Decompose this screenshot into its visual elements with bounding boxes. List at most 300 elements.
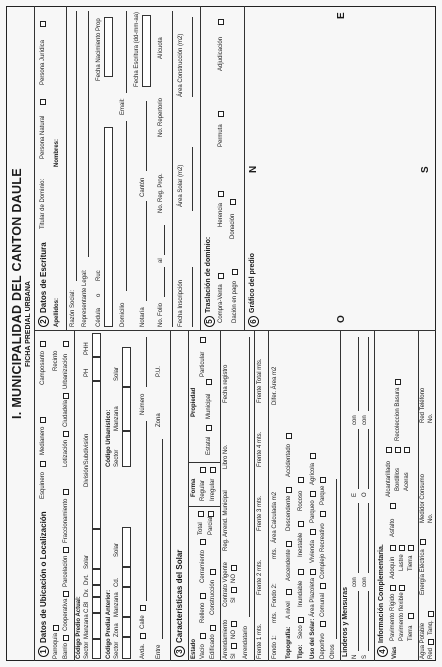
lindero-o-label: O [362, 492, 368, 497]
herencia-label: Herencia [218, 202, 224, 227]
chk-camposanto[interactable] [40, 341, 46, 347]
lindero-n-label: N [352, 654, 358, 659]
reg-arrend-label: Reg. Arrend. Municipal [223, 490, 229, 551]
compass-east: E [336, 12, 347, 19]
svc-energia-label: Energía Eléctrica [420, 549, 426, 595]
urb-col-sector: Sector [114, 449, 120, 467]
chk-avda[interactable] [140, 633, 146, 639]
lindero-s-label: S [362, 654, 368, 659]
fecha-escritura-label: Fecha Escritura (dd-mm-aa) [134, 11, 140, 87]
ant-col-sector: Sector [114, 641, 120, 659]
entre-line [162, 439, 163, 639]
estado-construccion-label: Construcción [210, 579, 216, 615]
urb-col-solar: Solar [114, 366, 120, 381]
chk-parqueo[interactable] [310, 491, 316, 497]
via-lastre-label: Lastre [399, 554, 405, 571]
lindero-s-con-line [368, 503, 369, 573]
chk-esquinero-label: Esquinero [40, 471, 46, 499]
cedula-o: o [96, 293, 102, 297]
cod-dvt-field[interactable] [92, 569, 101, 585]
chk-area-plazoleta[interactable] [310, 569, 316, 575]
canton-label: Cantón [140, 177, 146, 197]
compra-venta-label: Compra-Venta [218, 284, 224, 323]
chk-parque[interactable] [320, 477, 326, 483]
urb-manzana-field[interactable] [122, 387, 131, 431]
uso-complejo-label: Complejo Recreativo [320, 523, 326, 579]
cod-manzana-field[interactable] [92, 613, 101, 639]
fondo1-label: Fondo 1: [272, 635, 278, 659]
chk-parroquia[interactable] [53, 625, 59, 631]
lindero-e-line [358, 429, 359, 489]
lindero-e-con: con [352, 415, 358, 425]
chk-descendente[interactable] [286, 487, 292, 493]
compass-south: S [420, 166, 431, 173]
urb-sector-field[interactable] [122, 431, 131, 467]
cod-division-field[interactable] [92, 381, 101, 529]
arrend-si-label: SI [231, 653, 237, 659]
chk-relleno[interactable] [200, 593, 206, 599]
chk-ciudadela-label: Ciudadela [63, 399, 69, 427]
chk-contrato-si[interactable] [231, 587, 237, 593]
chk-vacio[interactable] [200, 633, 206, 639]
chk-adjudicacion[interactable] [218, 19, 224, 25]
chk-pav-flexible[interactable] [399, 585, 405, 591]
via-adoquin-label: Adoquín [390, 556, 396, 579]
divider [374, 331, 375, 661]
ant-col-cd: Cd. [114, 577, 120, 587]
section-1-title: Datos de Ubicación o Localización [39, 511, 48, 643]
forma-regular-label: Regular [200, 479, 206, 501]
chk-agua-tanq[interactable] [428, 611, 434, 617]
via-pav-flexible-label: Pavimento flexible [399, 592, 405, 641]
razon-social-label: Razón Social: [70, 289, 76, 327]
nombres-label: Nombres: [54, 138, 60, 167]
pu-label: P.U. [156, 366, 162, 377]
section-2-title: Datos de Escritura [39, 242, 48, 313]
topo-descendente-label: Descendente [286, 495, 292, 531]
lindero-o-con: con [362, 415, 368, 425]
chk-complejo[interactable] [320, 511, 326, 517]
area-solar-label: Área Solar (m2) [178, 164, 184, 207]
apellidos-label: Apellidos: [54, 297, 60, 327]
contrato-si-label: SI [231, 597, 237, 603]
uso-vivienda-label: Vivienda [310, 540, 316, 563]
fondo1-mts: mts. [272, 611, 278, 623]
propiedad-label: Propiedad [191, 387, 197, 417]
permuta-label: Permuta [218, 124, 224, 147]
fecha-nac-label: Fecha Nacimiento Prop [96, 18, 102, 81]
avda-label: Avda. [140, 643, 146, 659]
lindero-e-label: E [352, 492, 358, 497]
chk-persona-juridica[interactable] [40, 21, 46, 27]
contrato-no-label: NO [231, 574, 237, 583]
divider [418, 331, 419, 661]
via-recoleccion-label: Recoleccion Basura [395, 387, 401, 441]
tipo-inestable-label: Inestable [298, 532, 304, 557]
compass-north: N [248, 165, 259, 173]
cod-col-dvt: Dvt. [84, 574, 90, 585]
cod-dv-field[interactable] [92, 585, 101, 597]
via-tierra-label: Tierra [408, 625, 414, 641]
uso-parqueo-label: Parqueo [310, 500, 316, 523]
linderos-title: Linderos y Mensuras [342, 586, 349, 657]
cedula-label: Cédula [96, 307, 102, 327]
area-construccion-label: Área Construcción (m2) [178, 33, 184, 97]
numero-label: Número [140, 393, 146, 415]
lindero-e-con-line [358, 337, 359, 411]
donacion-label: Donación [230, 213, 236, 239]
ant-col-manzana: Manzana [114, 592, 120, 617]
chk-rocoso[interactable] [298, 477, 304, 483]
chk-herencia[interactable] [218, 191, 224, 197]
cod-col-dv: Dv. [84, 588, 90, 597]
domicilio-line [126, 121, 127, 291]
tipo-inundable-label: Inundable [298, 580, 304, 607]
divider [188, 462, 220, 463]
contrato-label: Contrato Vigente [223, 562, 229, 607]
compass-west: O [336, 315, 347, 323]
cod-col-sector: Sector [84, 641, 90, 659]
divider [268, 331, 269, 661]
topo-ascendente-label: Ascendente [286, 549, 292, 581]
ant-zona-field[interactable] [122, 617, 131, 637]
section-1-number: 1 [38, 646, 49, 657]
frente3-label: Frente 3 mts. [257, 495, 263, 531]
forma-irregular-label: Irregular [210, 478, 216, 501]
lindero-s-line [368, 591, 369, 651]
ruc-label: Ruc [96, 270, 102, 281]
cod-col-ph: PH [84, 368, 90, 377]
codigo-anterior-label: Código Predial Anterior: [106, 589, 112, 659]
chk-dacion-pago[interactable] [232, 269, 238, 275]
chk-donacion[interactable] [230, 199, 236, 205]
topo-accidentado-label: Accidentado [286, 443, 292, 477]
svc-medidor-no: No. [428, 513, 434, 523]
chk-vivienda[interactable] [310, 529, 316, 535]
chk-medianero[interactable] [40, 417, 46, 423]
chk-arrend-no[interactable] [231, 621, 237, 627]
alicuota-label: Alícuota [158, 37, 164, 59]
fecha-inscripcion-line [192, 267, 193, 327]
chk-energia[interactable] [420, 539, 426, 545]
titular-label: Titular de Dominio: [40, 178, 46, 229]
topografia-label: Topografía: [286, 626, 292, 659]
cod-ph-field[interactable] [92, 357, 101, 381]
estado-edificado-label: Edificado [210, 634, 216, 659]
estado-vacio-label: Vacío [200, 644, 206, 659]
frente-total-label: Frente Total mts. [257, 358, 263, 403]
recinto-label: Recinto [53, 350, 59, 371]
section-6-title: Gráfico del predio [249, 253, 256, 313]
chk-alcantarillado[interactable] [386, 447, 392, 453]
chk-inundable[interactable] [298, 569, 304, 575]
dif-area-label: Difer. Área m2 [272, 366, 278, 405]
email-label: Email: [120, 98, 126, 115]
topo-anivel-label: A nivel [286, 601, 292, 619]
urb-solar-field[interactable] [122, 347, 131, 387]
fecha-registro-label: Fecha registro [223, 364, 229, 403]
divider [74, 331, 75, 661]
chk-parroquia-label: Parroquia [53, 632, 59, 659]
uso-otros-label: Otros [330, 644, 336, 659]
estado-parcial-label: Parcial [208, 516, 214, 535]
razon-social-line [76, 11, 77, 281]
via-pav-rigido-label: Pavimento Rígido [390, 593, 396, 641]
uso-deportivo-label: Deportivo [320, 633, 326, 659]
grafico-predio-area[interactable] [262, 17, 418, 307]
cod-cbl-field[interactable] [92, 597, 101, 613]
chk-lastre[interactable] [399, 545, 405, 551]
ant-sector-field[interactable] [122, 637, 131, 659]
canton-line [146, 101, 147, 171]
chk-camposanto-label: Camposanto [40, 350, 46, 385]
chk-lotizacion[interactable] [63, 431, 69, 437]
svc-tanq-label: Tanq. [428, 620, 434, 635]
libro-label: Libro No. [223, 444, 229, 469]
chk-parcial[interactable] [208, 511, 214, 517]
via-alcantarillado-label: Alcantarillado [386, 460, 392, 497]
cod-col-solar: Solar [84, 554, 90, 569]
form-subtitle: FICHA PREDIAL URBANA [25, 281, 32, 367]
dacion-pago-label: Dación en pago [232, 280, 238, 323]
frente2-label: Frente 2 mts. [257, 559, 263, 595]
ant-manzana-field[interactable] [122, 587, 131, 617]
divider [188, 331, 189, 661]
cod-phh-field[interactable] [92, 333, 101, 357]
section-4-number: 4 [377, 646, 388, 657]
email-line [126, 11, 127, 93]
frente4-label: Frente 4 mts. [257, 431, 263, 467]
cod-solar-field[interactable] [92, 529, 101, 569]
fecha-escritura-field[interactable] [142, 15, 151, 87]
domicilio-label: Domicilio [120, 302, 126, 327]
chk-seco[interactable] [298, 617, 304, 623]
forma-label: Forma [191, 478, 197, 497]
area-solar-line [192, 147, 193, 211]
chk-bordillos[interactable] [395, 447, 401, 453]
chk-persona-natural[interactable] [40, 99, 46, 105]
divider [220, 331, 221, 661]
section-3-number: 3 [174, 646, 185, 657]
notaria-label: Notaría [140, 307, 146, 327]
chk-medianero-label: Medianero [40, 426, 46, 455]
area-construccion-line [192, 17, 193, 97]
numero-line [146, 337, 147, 387]
tipo-rocoso-label: Rocoso [298, 490, 304, 511]
entre-label: Entre [156, 644, 162, 659]
codigo-predio-actual-label: Código Predio Actual: [76, 596, 82, 659]
chk-agricola[interactable] [310, 453, 316, 459]
folio-line [164, 267, 165, 297]
chk-regular[interactable] [200, 467, 206, 473]
prop-estatal-label: Estatal [206, 436, 212, 455]
ant-solar-field[interactable] [122, 527, 131, 567]
info-complementaria-title: Información Complementaria. [378, 544, 385, 643]
form-title: I. MUNICIPALIDAD DEL CANTON DAULE [10, 168, 24, 419]
chk-aceras[interactable] [404, 447, 410, 453]
chk-parcelacion[interactable] [63, 547, 69, 553]
chk-via-tierra[interactable] [408, 613, 414, 619]
prop-particular-label: Particular [200, 351, 206, 377]
chk-pav-rigido[interactable] [390, 585, 396, 591]
tipo-label: Tipo: [298, 644, 304, 659]
chk-barrio[interactable] [63, 635, 69, 641]
chk-cooperativa-label: Cooperativa [63, 598, 69, 631]
chk-recoleccion[interactable] [395, 379, 401, 385]
chk-comunal[interactable] [320, 583, 326, 589]
persona-natural-label: Persona Natural [40, 115, 46, 159]
chk-cerramiento[interactable] [200, 539, 206, 545]
zona-label: Zona [156, 413, 162, 427]
arrendamiento-label: Arrendamiento [223, 619, 229, 659]
cod-sector-field[interactable] [92, 639, 101, 659]
lindero-n-con: con [352, 577, 358, 587]
folio-al: al [158, 258, 164, 263]
chk-estatal[interactable] [206, 425, 212, 431]
representante-label: Representante Legal: [82, 269, 88, 327]
fondo2-label: Fondo 2: [272, 583, 278, 607]
adjudicacion-label: Adjudicación [218, 36, 224, 71]
persona-juridica-label: Persona Jurídica [40, 39, 46, 85]
estado-total-label: Total [198, 522, 204, 535]
svc-medidor-label: Medidor Consumo [420, 473, 426, 523]
svc-telefono-label: Red Teléfono [420, 387, 426, 423]
codigo-urbanistico-label: Código Urbanístico: [106, 409, 112, 467]
chk-lotizacion-label: Lotización [63, 439, 69, 467]
chk-adoquin[interactable] [390, 545, 396, 551]
title-divider [34, 6, 35, 661]
chk-permuta[interactable] [218, 111, 224, 117]
lindero-s-con: con [362, 577, 368, 587]
chk-edificado[interactable] [210, 625, 216, 631]
chk-cooperativa[interactable] [63, 591, 69, 597]
section-5-title: Traslación de dominio: [205, 236, 212, 313]
section-3-title: Características del Solar [175, 549, 184, 643]
chk-agua-red[interactable] [428, 639, 434, 645]
divider [244, 6, 245, 331]
chk-calle[interactable] [140, 605, 146, 611]
ant-cd-field[interactable] [122, 567, 131, 587]
divider [188, 506, 220, 507]
frente1-label: Frente 1 mts. [257, 623, 263, 659]
divider [170, 331, 171, 661]
tipo-seco-label: Seco [298, 625, 304, 639]
representante-line [88, 11, 89, 257]
divider [340, 331, 341, 661]
chk-particular[interactable] [200, 337, 206, 343]
no-reg-prop-label: No. Reg. Prop. [158, 173, 164, 213]
area-calculada-label: Área Calculada m2 [272, 491, 278, 543]
fondo2-mts: mts. [272, 547, 278, 559]
section-6-number: 6 [248, 316, 259, 327]
folio-row-line [172, 11, 173, 327]
uso-area-plazoleta-label: Área Plazoleta [310, 577, 316, 617]
chk-total[interactable] [198, 511, 204, 517]
chk-ciudadela[interactable] [63, 393, 69, 399]
chk-parcelacion-label: Parcelación [63, 555, 69, 587]
via-aceras-label: Aceras [404, 472, 410, 491]
svc-red-label: Red [428, 647, 434, 659]
chk-anivel[interactable] [286, 589, 292, 595]
chk-inestable[interactable] [298, 521, 304, 527]
cod-col-manzana: Manzana [84, 614, 90, 639]
chk-contrato-no[interactable] [231, 565, 237, 571]
prop-municipal-label: Municipal [206, 393, 212, 419]
cod-col-cbl: C.Bl [84, 601, 90, 613]
chk-barrio-label: Barrio [63, 642, 69, 659]
center-divider [34, 330, 436, 331]
notaria-line [146, 201, 147, 301]
estado-label: Estado [191, 638, 197, 659]
chk-construccion[interactable] [210, 569, 216, 575]
lindero-n-con-line [358, 503, 359, 573]
section-2-number: 2 [38, 316, 49, 327]
fecha-inscripcion-label: Fecha Inscripción [178, 279, 184, 327]
cod-col-phh: PHH [84, 342, 90, 355]
chk-compra-venta[interactable] [218, 273, 224, 279]
chk-fraccionamiento-label: Fraccionamiento [63, 498, 69, 543]
estado-relleno-label: Relleno [200, 602, 206, 623]
folio-al-line [164, 225, 165, 255]
lindero-n-line [358, 591, 359, 651]
calle-line [146, 421, 147, 601]
lindero-o-con-line [368, 337, 369, 411]
chk-irregular[interactable] [210, 467, 216, 473]
section-5-number: 5 [204, 316, 215, 327]
no-repertorio-label: No. Repertorio [158, 97, 164, 137]
arrendatario-line [249, 337, 250, 617]
chk-tierra2[interactable] [408, 545, 414, 551]
chk-deportivo[interactable] [320, 621, 326, 627]
cedula-ruc-field[interactable] [104, 127, 113, 327]
via-bordillos-label: Bordillos [395, 467, 401, 491]
calle-label: Calle [140, 615, 146, 629]
arrend-no-label: NO [231, 630, 237, 639]
chk-accidentado[interactable] [286, 433, 292, 439]
divider [254, 331, 255, 661]
svc-telefono-no: No. [428, 413, 434, 423]
cod-col-division: División/Subdivisión [84, 433, 90, 487]
uso-parque-label: Parque [320, 485, 326, 505]
uso-agricola-label: Agrícola [310, 462, 316, 485]
via-asfalto-label: Asfalto [390, 518, 396, 537]
otros-line [336, 479, 337, 639]
chk-urbanizacion-label: Urbanización [63, 353, 69, 389]
uso-comunal-label: Comunal [320, 592, 326, 617]
estado-cerramiento-label: Cerramiento [200, 549, 206, 583]
chk-municipal[interactable] [206, 379, 212, 385]
divider [200, 6, 201, 331]
vias-label: Vías [392, 646, 398, 659]
chk-esquinero[interactable] [40, 461, 46, 467]
chk-urbanizacion[interactable] [63, 341, 69, 347]
ant-col-solar: Solar [114, 542, 120, 557]
chk-arrend-si[interactable] [231, 643, 237, 649]
chk-fraccionamiento[interactable] [63, 489, 69, 495]
divider [66, 6, 67, 331]
lindero-o-line [368, 429, 369, 489]
chk-asfalto[interactable] [390, 503, 396, 509]
uso-solar-label: Uso del Solar: [310, 618, 316, 659]
arrendatario-label: Arrendatario [243, 625, 249, 659]
fecha-nac-field[interactable] [104, 17, 113, 77]
via-tierra2-label: Tierra [408, 555, 414, 571]
svc-agua-label: Agua Potable [420, 622, 426, 659]
chk-ascendente[interactable] [286, 541, 292, 547]
urb-col-manzana: Manzana [114, 406, 120, 431]
no-folio-label: No. Folio [158, 302, 164, 327]
ant-col-zona: Zona [114, 623, 120, 637]
